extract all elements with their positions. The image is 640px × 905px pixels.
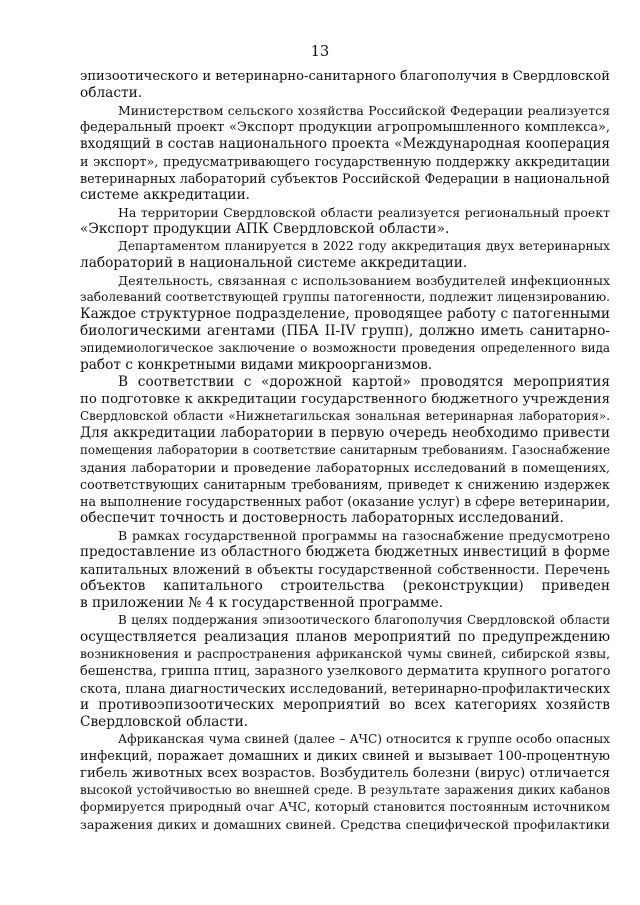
text-line: В соответствии с «дорожной картой» проводятся мероприятия — [118, 374, 610, 390]
text-line: системе аккредитации. — [80, 187, 251, 203]
text-line: Каждое структурное подразделение, проводящее работу с патогенными — [80, 306, 610, 322]
text-line: предоставление из областного бюджета бюджетных инвестиций в форме — [80, 544, 610, 560]
text-line: здания лаборатории и проведение лабораторных исследований в помещениях, — [80, 460, 610, 475]
text-line: входящий в состав национального проекта «Международная кооперация — [80, 136, 610, 152]
text-line: гибель животных всех возрастов. Возбудитель болезни (вирус) отличается — [80, 766, 610, 781]
text-line: «Экспорт продукции АПК Свердловской области». — [80, 221, 450, 237]
text-line: лабораторий в национальной системе аккредитации. — [80, 255, 468, 271]
text-line: обеспечит точность и достоверность лабораторных исследований. — [80, 510, 564, 526]
text-line: заражения диких и домашних свиней. Средства специфической профилактики — [80, 817, 610, 832]
text-line: биологическими агентами (ПБА II-IV групп), должно иметь санитарно- — [80, 323, 610, 339]
text-line: помещения лаборатории в соответствие санитарным требованиям. Газоснабжение — [80, 443, 610, 457]
text-line: формируется природный очаг АЧС, который становится постоянным источником — [80, 800, 610, 814]
text-line: В рамках государственной программы на газоснабжение предусмотрено — [118, 528, 610, 543]
text-line: эпидемиологическое заключение о возможности проведения определенного вида — [80, 341, 610, 355]
text-line: области. — [80, 85, 143, 101]
text-line: В целях поддержания эпизоотического благополучия Свердловской области — [118, 613, 610, 627]
text-line: Департаментом планируется в 2022 году аккредитация двух ветеринарных — [118, 239, 610, 253]
text-line: Деятельность, связанная с использованием возбудителей инфекционных — [118, 273, 610, 288]
document-body — [80, 68, 610, 833]
text-line: бешенства, гриппа птиц, заразного узелкового дерматита крупного рогатого — [80, 664, 611, 679]
text-line: Свердловской области «Нижнетагильская зональная ветеринарная лаборатория». — [80, 409, 610, 423]
text-line: инфекций, поражает домашних и диких свиней и вызывает 100-процентную — [80, 749, 610, 764]
text-line: капитальных вложений в объекты государственной собственности. Перечень — [80, 562, 610, 577]
page-number: 13 — [310, 44, 330, 60]
text-line: Министерством сельского хозяйства Российской Федерации реализуется — [118, 103, 610, 118]
text-line: и экспорт», предусматривающего государственную поддержку аккредитации — [80, 154, 610, 169]
text-line: по подготовке к аккредитации государственного бюджетного учреждения — [80, 392, 610, 407]
text-line: Свердловской области. — [80, 714, 249, 730]
text-line: осуществляется реализация планов мероприятий по предупреждению — [80, 629, 610, 645]
text-line: эпизоотического и ветеринарно-санитарного благополучия в Свердловской — [80, 69, 610, 84]
text-line: работ с конкретными видами микроорганизмов. — [80, 357, 433, 373]
text-line: На территории Свердловской области реализуется региональный проект — [118, 205, 610, 220]
text-line: Африканская чума свиней (далее – АЧС) относится к группе особо опасных — [118, 732, 610, 746]
text-line: заболеваний соответствующей группы патогенности, подлежит лицензированию. — [80, 290, 610, 304]
text-line: Для аккредитации лаборатории в первую очередь необходимо привести — [80, 425, 610, 441]
text-line: и противоэпизоотических мероприятий во всех категориях хозяйств — [80, 697, 610, 713]
text-line: соответствующих санитарным требованиям, приведет к снижению издержек — [80, 477, 610, 492]
text-line: на выполнение государственных работ (оказание услуг) в сфере ветеринарии, — [80, 494, 611, 509]
text-line: ветеринарных лабораторий субъектов Российской Федерации в национальной — [80, 171, 610, 186]
text-line: в приложении № 4 к государственной программе. — [80, 595, 444, 611]
text-line: скота, плана диагностических исследований, ветеринарно-профилактических — [80, 681, 610, 696]
text-line: федеральный проект «Экспорт продукции агропромышленного комплекса», — [80, 120, 610, 135]
text-line: объектов капитального строительства (реконструкции) приведен — [80, 578, 610, 594]
text-line: высокой устойчивостью во внешней среде. В результате заражения диких кабанов — [80, 783, 610, 797]
text-line: возникновения и распространения африканской чумы свиней, сибирской язвы, — [80, 647, 610, 661]
